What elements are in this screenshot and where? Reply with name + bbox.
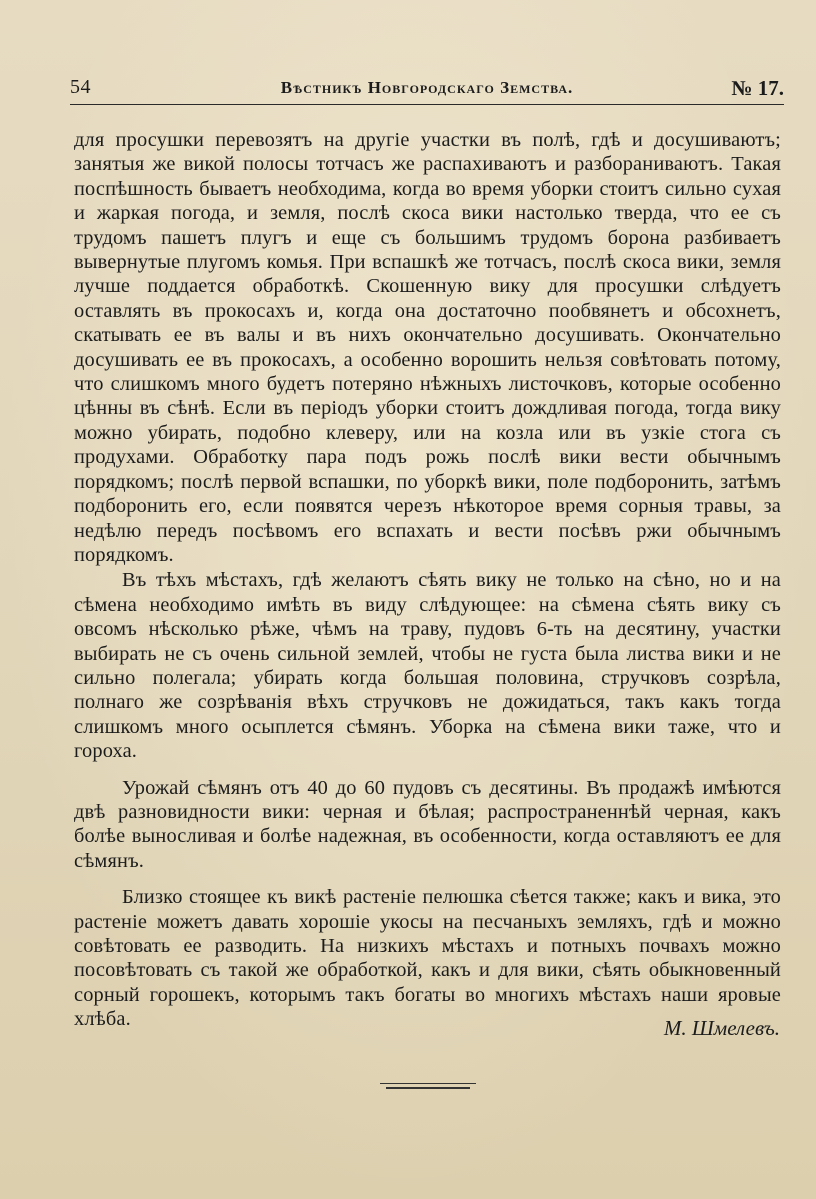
author-signature: М. Шмелевъ.	[663, 1016, 780, 1040]
journal-title: Вѣстникъ Новгородскаго Земства.	[280, 78, 574, 97]
header-rule	[70, 104, 784, 105]
paragraph-4: Близко стоящее къ викѣ растеніе пелюшка сѣется также; какъ и вика, это растеніе можетъ давать хорошіе укосы на песчаныхъ земляхъ, гдѣ и можно совѣтовать ее разводить. На низкихъ мѣстахъ и потныхъ почвахъ можно посовѣтовать съ такой же обработкой, какъ и для вики, сѣять обыкновенный сорный горошекъ, которымъ такъ богаты во многихъ мѣстахъ наши яровые хлѣба.	[74, 886, 781, 1031]
article-body	[74, 128, 781, 1032]
page-number: 54	[70, 76, 91, 98]
paragraph-1: для просушки перевозятъ на другіе участки въ полѣ, гдѣ и досушиваютъ; занятыя же викой полосы тотчасъ же распахиваютъ и разбораниваютъ. Такая поспѣшность бываетъ необходима, когда во время уборки стоитъ сильно сухая и жаркая погода, и земля, послѣ скоса вики настолько тверда, что ее съ трудомъ пашетъ плугъ и еще съ большимъ трудомъ борона разбиваетъ вывернутые плугомъ комья. При вспашкѣ же тотчасъ, послѣ скоса вики, земля лучше поддается обработкѣ. Скошенную вику для просушки слѣдуетъ оставлять въ прокосахъ и, когда она достаточно пообвянетъ и обсохнетъ, скатывать ее въ валы и въ нихъ окончательно досушивать. Окончательно досушивать ее въ прокосахъ, а особенно ворошить нельзя совѣтовать потому, что слишкомъ много будетъ потеряно нѣжныхъ листочковъ, которые особенно цѣнны въ сѣнѣ. Если въ періодъ уборки стоитъ дождливая погода, тогда вику можно убирать, подобно клеверу, или на козла или въ узкіе стога съ продухами. Обработку пара подъ рожь послѣ вики вести обычнымъ порядкомъ; послѣ первой вспашки, по уборкѣ вики, поле подборонить, затѣмъ подборонить его, если появятся черезъ нѣкоторое время сорныя травы, за недѣлю передъ посѣвомъ его вспахать и вести посѣвъ ржи обычнымъ порядкомъ.	[74, 129, 781, 566]
end-ornament-divider	[380, 1083, 476, 1089]
paragraph-3: Урожай сѣмянъ отъ 40 до 60 пудовъ съ десятины. Въ продажѣ имѣются двѣ разновидности вики: черная и бѣлая; распространеннѣй черная, какъ болѣе выносливая и болѣе надежная, въ особенности, когда оставляютъ ее для сѣмянъ.	[74, 776, 781, 872]
paragraph-2: Въ тѣхъ мѣстахъ, гдѣ желаютъ сѣять вику не только на сѣно, но и на сѣмена необходимо имѣть въ виду слѣдующее: на сѣмена сѣять вику съ овсомъ нѣсколько рѣже, чѣмъ на траву, пудовъ 6-ть на десятину, участки выбирать не съ очень сильной землей, чтобы не густа была листва вики и не сильно полегала; убирать когда большая половина, стручковъ созрѣла, полнаго же созрѣванія вѣхъ стручковъ не дожидаться, такъ какъ тогда слишкомъ много осыплется сѣмянъ. Уборка на сѣмена вики таже, что и гороха.	[74, 569, 781, 763]
issue-number: № 17.	[731, 76, 784, 100]
